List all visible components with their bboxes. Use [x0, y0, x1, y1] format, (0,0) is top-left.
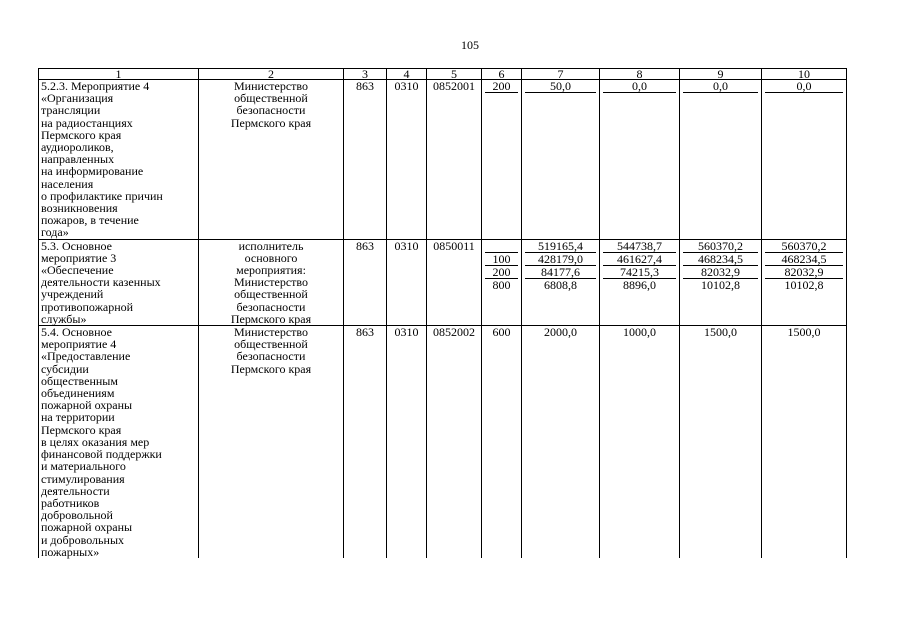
amount-col9-cell	[680, 239, 762, 325]
header-col-8: 8	[600, 69, 680, 80]
ministry-code-cell: 863	[344, 239, 387, 325]
amount-col8-cell	[600, 80, 680, 240]
activity-name-line: мероприятие 3	[41, 250, 117, 265]
header-col-9: 9	[680, 69, 762, 80]
section-code-cell: 0310	[387, 326, 427, 558]
amount-line: 800	[492, 278, 511, 293]
executor-line: безопасности	[236, 103, 306, 118]
amount-line: 0,0	[683, 80, 758, 93]
amount-line: 560370,2	[683, 240, 758, 253]
activity-name-line: направленных	[41, 152, 115, 167]
expense-type-cell	[482, 80, 522, 240]
activity-name-line: населения	[41, 176, 94, 191]
amount-line: 560370,2	[765, 240, 843, 253]
amount-line: 428179,0	[525, 253, 596, 266]
table-row	[39, 326, 847, 558]
amount-line: 468234,5	[683, 253, 758, 266]
header-col-1: 1	[39, 69, 199, 80]
activity-name-line: на территории	[41, 410, 115, 425]
executor-cell	[199, 239, 344, 325]
amount-line: 1500,0	[787, 325, 821, 340]
amount-line: 2000,0	[544, 325, 577, 340]
activity-name-cell	[39, 239, 199, 325]
activity-name-line: учреждений	[41, 287, 104, 302]
header-col-3: 3	[344, 69, 387, 80]
executor-line: общественной	[234, 91, 308, 106]
amount-line: 6808,8	[544, 278, 577, 293]
activity-name-line: пожаров, в течение	[41, 213, 139, 228]
activity-name-cell	[39, 326, 199, 558]
executor-line: мероприятия:	[236, 263, 306, 278]
activity-name-line: 5.2.3. Мероприятие 4	[41, 79, 150, 93]
activity-name-line: пожарной охраны	[41, 398, 133, 413]
activity-name-line: «Обеспечение	[41, 263, 114, 278]
amount-line: 600	[492, 325, 511, 340]
amount-col7-cell	[522, 239, 600, 325]
executor-line: основного	[244, 250, 298, 265]
activity-name-line: пожарных»	[41, 544, 100, 559]
activity-name-line: «Предоставление	[41, 349, 131, 364]
amount-line: 544738,7	[603, 240, 676, 253]
activity-name-line: на радиостанциях	[41, 115, 133, 130]
section-code-cell: 0310	[387, 239, 427, 325]
activity-name-line: субсидии	[41, 361, 89, 376]
section-code-cell: 0310	[387, 80, 427, 240]
executor-line: Министерство	[234, 79, 308, 93]
amount-line: 468234,5	[765, 253, 843, 266]
activity-name-line: и добровольных	[41, 532, 125, 547]
amount-line: 0,0	[603, 80, 676, 93]
amount-line: 82032,9	[765, 266, 843, 279]
executor-line: общественной	[234, 337, 308, 352]
amount-col10-cell	[762, 239, 847, 325]
amount-line: 8896,0	[623, 278, 656, 293]
amount-line: 74215,3	[603, 266, 676, 279]
amount-line: 519165,4	[525, 240, 596, 253]
amount-line: 0,0	[765, 80, 843, 93]
amount-line: 50,0	[525, 80, 596, 93]
activity-name-line: общественным	[41, 373, 118, 388]
header-col-6: 6	[482, 69, 522, 80]
executor-line: Пермского края	[230, 115, 312, 130]
page-number: 105	[461, 38, 479, 52]
header-col-2: 2	[199, 69, 344, 80]
amount-col10-cell	[762, 80, 847, 240]
amount-col9-cell	[680, 326, 762, 558]
executor-line: Пермского края	[230, 361, 312, 376]
amount-col8-cell	[600, 239, 680, 325]
activity-name-line: объединениям	[41, 386, 115, 401]
amount-line: 10102,8	[701, 278, 740, 293]
amount-line: 461627,4	[603, 253, 676, 266]
executor-line: исполнитель	[238, 238, 304, 253]
activity-name-line: года»	[41, 225, 69, 240]
activity-name-line: «Организация	[41, 91, 114, 106]
executor-line: общественной	[234, 287, 308, 302]
activity-name-line: Пермского края	[41, 422, 122, 437]
amount-line: 200	[485, 266, 518, 279]
table-row	[39, 80, 847, 240]
executor-line: безопасности	[236, 299, 306, 314]
amount-col7-cell	[522, 80, 600, 240]
executor-line: безопасности	[236, 349, 306, 364]
budget-table	[38, 68, 847, 558]
activity-name-line: 5.4. Основное	[41, 325, 112, 340]
target-code-cell: 0852001	[427, 80, 482, 240]
amount-col8-cell	[600, 326, 680, 558]
header-col-10: 10	[762, 69, 847, 80]
executor-line: Министерство	[234, 275, 308, 290]
header-col-7: 7	[522, 69, 600, 80]
executor-line: Пермского края	[230, 311, 312, 326]
target-code-cell: 0850011	[427, 239, 482, 325]
amount-line: 84177,6	[525, 266, 596, 279]
amount-line: 10102,8	[784, 278, 824, 293]
activity-name-line: деятельности казенных	[41, 275, 161, 290]
activity-name-line: и материального	[41, 459, 126, 474]
activity-name-line: финансовой поддержки	[41, 447, 162, 462]
activity-name-line: службы»	[41, 311, 87, 326]
amount-col9-cell	[680, 80, 762, 240]
activity-name-line: трансляции	[41, 103, 101, 118]
activity-name-cell	[39, 80, 199, 240]
activity-name-line: возникновения	[41, 201, 118, 216]
amount-line: 1000,0	[623, 325, 656, 340]
header-col-4: 4	[387, 69, 427, 80]
activity-name-line: в целях оказания мер	[41, 434, 150, 449]
activity-name-line: добровольной	[41, 508, 113, 523]
activity-name-line: о профилактике причин	[41, 188, 163, 203]
activity-name-line: 5.3. Основное	[41, 238, 112, 253]
amount-col10-cell	[762, 326, 847, 558]
amount-col7-cell	[522, 326, 600, 558]
ministry-code-cell: 863	[344, 326, 387, 558]
table-row	[39, 239, 847, 325]
activity-name-line: работников	[41, 495, 100, 510]
activity-name-line: деятельности	[41, 483, 110, 498]
expense-type-cell	[482, 326, 522, 558]
executor-cell	[199, 326, 344, 558]
header-col-5: 5	[427, 69, 482, 80]
amount-line: 100	[485, 253, 518, 266]
target-code-cell: 0852002	[427, 326, 482, 558]
activity-name-line: противопожарной	[41, 299, 134, 314]
activity-name-line: на информирование	[41, 164, 144, 179]
activity-name-line: стимулирования	[41, 471, 125, 486]
executor-cell	[199, 80, 344, 240]
ministry-code-cell: 863	[344, 80, 387, 240]
activity-name-line: Пермского края	[41, 127, 122, 142]
header-row	[39, 69, 847, 80]
amount-line: 1500,0	[704, 325, 737, 340]
amount-line: 200	[485, 80, 518, 93]
expense-type-cell	[482, 239, 522, 325]
executor-line: Министерство	[234, 325, 308, 340]
activity-name-line: мероприятие 4	[41, 337, 117, 352]
amount-line	[485, 240, 518, 253]
activity-name-line: аудиороликов,	[41, 140, 114, 155]
amount-line: 82032,9	[683, 266, 758, 279]
activity-name-line: пожарной охраны	[41, 520, 133, 535]
